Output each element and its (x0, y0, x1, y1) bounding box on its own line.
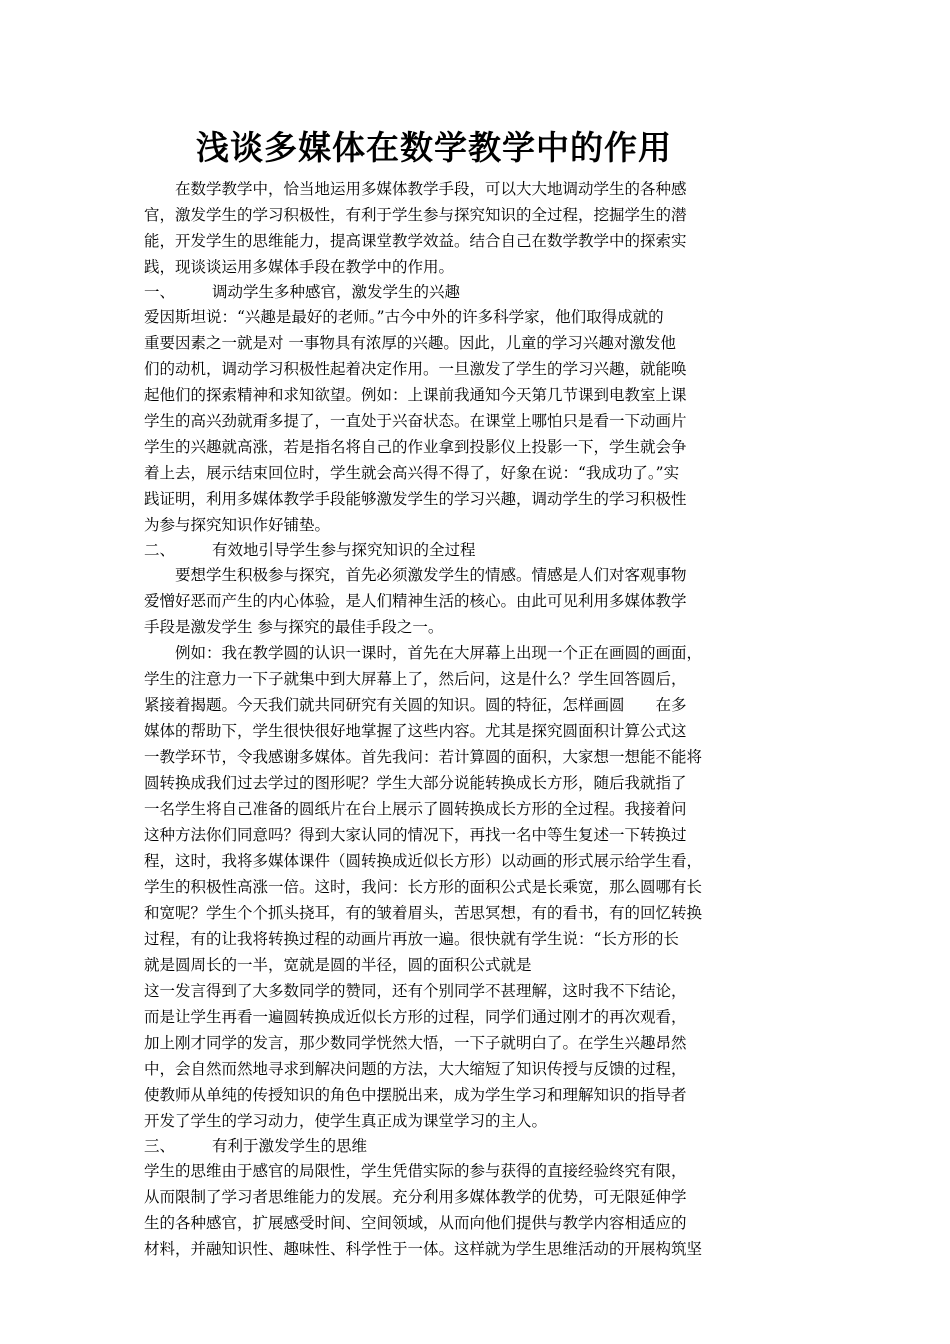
body-text-line: 这一发言得到了大多数同学的赞同，还有个别同学不甚理解，这时我不下结论， (144, 982, 687, 1000)
body-text-line: 在数学教学中，恰当地运用多媒体教学手段，可以大大地调动学生的各种感 (144, 180, 687, 198)
section-heading (144, 280, 824, 304)
body-text-line: 手段是激发学生 参与探究的最佳手段之一。 (144, 618, 444, 636)
body-text-line: 使教师从单纯的传授知识的角色中摆脱出来，成为学生学习和理解知识的指导者 (144, 1086, 687, 1104)
body-text-line: 起他们的探索精神和求知欲望。例如：上课前我通知今天第几节课到电教室上课 (144, 386, 687, 404)
body-text-line: 生的各种感官，扩展感受时间、空间领域，从而向他们提供与教学内容相适应的 (144, 1214, 687, 1232)
body-text-line: 学生的高兴劲就甭多提了，一直处于兴奋状态。在课堂上哪怕只是看一下动画片 (144, 412, 687, 430)
body-text-line: 学生的注意力一下子就集中到大屏幕上了，然后问，这是什么？学生回答圆后， (144, 670, 687, 688)
section-heading-number: 一、 (144, 283, 176, 301)
body-text-line: 从而限制了学习者思维能力的发展。充分利用多媒体教学的优势，可无限延伸学 (144, 1188, 687, 1206)
body-text-line: 能，开发学生的思维能力，提高课堂教学效益。结合自己在数学教学中的探索实 (144, 232, 687, 250)
body-text-line: 开发了学生的学习动力，使学生真正成为课堂学习的主人。 (144, 1112, 548, 1130)
page-title (0, 126, 950, 170)
body-text-line: 圆转换成我们过去学过的图形呢？学生大部分说能转换成长方形，随后我就指了 (144, 774, 687, 792)
body-text-line: 这种方法你们同意吗？得到大家认同的情况下，再找一名中等生复述一下转换过 (144, 826, 687, 844)
section-heading-number: 三、 (144, 1137, 176, 1155)
body-text-line: 媒体的帮助下，学生很快很好地掌握了这些内容。尤其是探究圆面积计算公式这 (144, 722, 687, 740)
body-text-line: 材料，并融知识性、趣味性、科学性于一体。这样就为学生思维活动的开展构筑坚 (144, 1240, 703, 1258)
body-text-line: 中，会自然而然地寻求到解决问题的方法，大大缩短了知识传授与反馈的过程， (144, 1060, 687, 1078)
section-heading (144, 538, 824, 562)
body-text-line: 学生的积极性高涨一倍。这时，我问：长方形的面积公式是长乘宽，那么圆哪有长 (144, 878, 703, 896)
body-text-line: 学生的兴趣就高涨，若是指名将自己的作业拿到投影仪上投影一下，学生就会争 (144, 438, 687, 456)
section-heading-text: 调动学生多种感官，激发学生的兴趣 (212, 283, 461, 301)
body-text-line: 例如：我在教学圆的认识一课时，首先在大屏幕上出现一个正在画圆的画面， (144, 644, 703, 662)
body-text-line: 要想学生积极参与探究，首先必须激发学生的情感。情感是人们对客观事物 (144, 566, 687, 584)
body-text-line: 就是圆周长的一半，宽就是圆的半径，圆的面积公式就是 (144, 956, 532, 974)
body-text-line: 而是让学生再看一遍圆转换成近似长方形的过程，同学们通过刚才的再次观看， (144, 1008, 687, 1026)
page-title-text: 浅谈多媒体在数学教学中的作用 (196, 128, 672, 167)
section-heading-text: 有利于激发学生的思维 (212, 1137, 368, 1155)
body-text-line: 一名学生将自己准备的圆纸片在台上展示了圆转换成长方形的全过程。我接着问 (144, 800, 687, 818)
document-body (144, 176, 824, 1262)
body-text-line: 爱因斯坦说：“兴趣是最好的老师。”古今中外的许多科学家，他们取得成就的 (144, 308, 664, 326)
body-text-line: 们的动机，调动学习积极性起着决定作用。一旦激发了学生的学习兴趣，就能唤 (144, 360, 687, 378)
body-text-line: 和宽呢？学生个个抓头挠耳，有的皱着眉头，苦思冥想，有的看书，有的回忆转换 (144, 904, 703, 922)
section-heading-number: 二、 (144, 541, 176, 559)
body-text-line: 程，这时，我将多媒体课件（圆转换成近似长方形）以动画的形式展示给学生看， (144, 852, 703, 870)
body-text-line: 践证明，利用多媒体教学手段能够激发学生的学习兴趣，调动学生的学习积极性 (144, 490, 687, 508)
body-text-line: 官，激发学生的学习积极性，有利于学生参与探究知识的全过程，挖掘学生的潜 (144, 206, 687, 224)
section-heading-text: 有效地引导学生参与探究知识的全过程 (212, 541, 476, 559)
body-text-line: 学生的思维由于感官的局限性，学生凭借实际的参与获得的直接经验终究有限， (144, 1162, 687, 1180)
body-text-line: 爱憎好恶而产生的内心体验，是人们精神生活的核心。由此可见利用多媒体教学 (144, 592, 687, 610)
body-text-line: 加上刚才同学的发言，那少数同学恍然大悟，一下子就明白了。在学生兴趣昂然 (144, 1034, 687, 1052)
body-text-line: 着上去，展示结束回位时，学生就会高兴得不得了，好象在说：“我成功了。”实 (144, 464, 680, 482)
body-text-line: 紧接着揭题。今天我们就共同研究有关圆的知识。圆的特征，怎样画圆 在多 (144, 696, 687, 714)
body-text-line: 践，现谈谈运用多媒体手段在教学中的作用。 (144, 258, 455, 276)
body-text-line: 一教学环节，令我感谢多媒体。首先我问：若计算圆的面积，大家想一想能不能将 (144, 748, 703, 766)
body-text-line: 为参与探究知识作好铺垫。 (144, 516, 331, 534)
section-heading (144, 1134, 824, 1158)
body-text-line: 重要因素之一就是对 一事物具有浓厚的兴趣。因此，儿童的学习兴趣对激发他 (144, 334, 676, 352)
body-text-line: 过程，有的让我将转换过程的动画片再放一遍。很快就有学生说：“长方形的长 (144, 930, 679, 948)
